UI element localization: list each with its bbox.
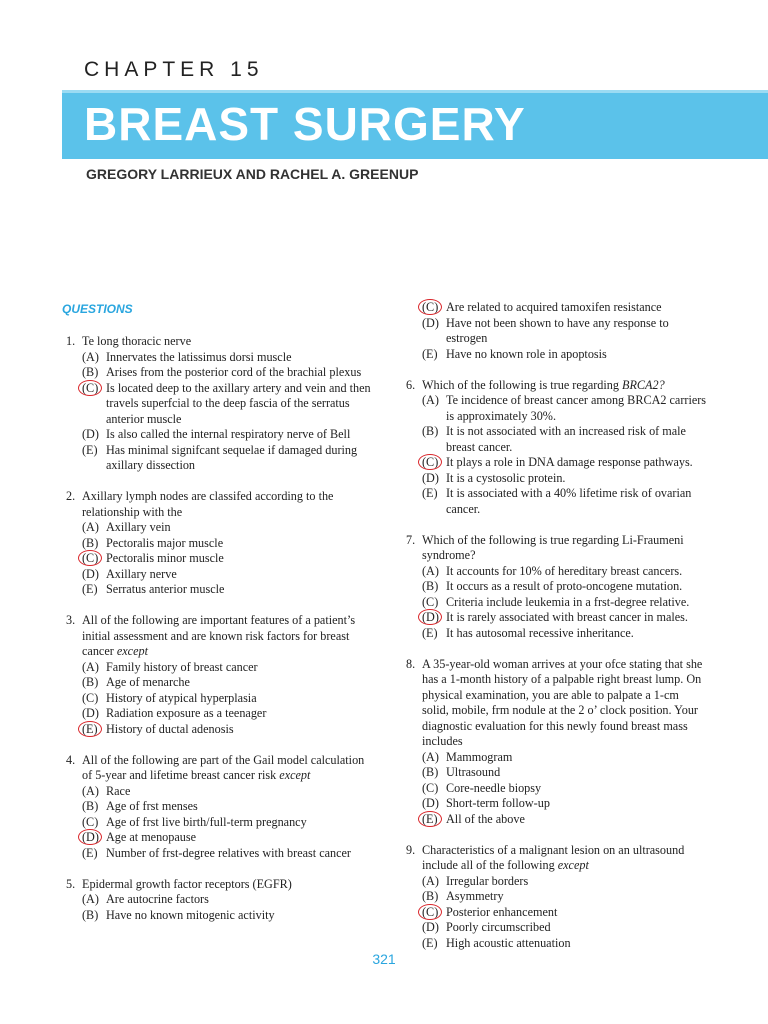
option-letter: (A) xyxy=(422,873,439,888)
option-letter: (E) xyxy=(422,935,438,950)
question-block xyxy=(406,378,708,518)
option-text: Number of frst-degree relatives with breast cancer xyxy=(106,845,351,860)
answer-option xyxy=(406,316,708,347)
option-text: Poorly circumscribed xyxy=(446,920,551,934)
question-stem xyxy=(66,613,376,660)
question-stem xyxy=(406,843,708,874)
question-number: 8. xyxy=(406,656,416,671)
option-letter: (A) xyxy=(82,520,99,534)
answer-option xyxy=(66,691,376,707)
question-block xyxy=(66,877,376,924)
option-text: Race xyxy=(106,783,131,798)
option-text: Have not been shown to have any response to estrogen xyxy=(446,315,669,345)
option-letter: (D) xyxy=(422,796,439,810)
option-letter: (D) xyxy=(422,470,439,485)
option-text: It is associated with a 40% lifetime risk of ovarian cancer. xyxy=(446,486,692,516)
option-letter: (B) xyxy=(82,365,99,379)
answer-circle-mark xyxy=(418,299,442,315)
answer-option xyxy=(406,812,708,828)
option-text: Ultrasound xyxy=(446,765,501,779)
question-text: Characteristics of a malignant lesion on an ultrasound include all of the following xyxy=(422,842,685,872)
option-text: Posterior enhancement xyxy=(446,904,558,919)
question-block xyxy=(66,613,376,737)
option-letter: (B) xyxy=(82,675,99,689)
question-number: 7. xyxy=(406,532,416,547)
option-text: Is also called the internal respiratory nerve of Bell xyxy=(106,427,351,441)
option-letter: (A) xyxy=(422,393,439,407)
question-block xyxy=(66,753,376,862)
question-text: A 35-year-old woman arrives at your ofce stating that she has a 1-month history of a palpable right breast lump. On physical examination, you are able to palpate a 1-cm solid, mobile, frm nodule at the 2 o’ clock position. Your diagnostic evaluation for this newly found breast mass includes xyxy=(422,656,703,748)
answer-option xyxy=(406,455,708,471)
answer-option xyxy=(406,564,708,580)
answer-option xyxy=(406,750,708,766)
option-text: Criteria include leukemia in a frst-degree relative. xyxy=(446,594,690,609)
question-text: All of the following are important features of a patient’s initial assessment and are known risk factors for breast cancer xyxy=(82,613,356,658)
option-text: It accounts for 10% of hereditary breast cancers. xyxy=(446,563,683,578)
option-letter: (D) xyxy=(82,706,99,720)
question-block xyxy=(406,843,708,952)
option-letter: (E) xyxy=(82,845,98,860)
question-number: 3. xyxy=(66,613,76,627)
answer-circle-mark xyxy=(78,550,102,566)
option-text: Axillary vein xyxy=(106,520,171,534)
answer-option xyxy=(406,796,708,812)
question-stem xyxy=(66,489,376,520)
option-letter: (B) xyxy=(82,535,99,550)
option-letter: (E) xyxy=(82,442,98,457)
question-stem xyxy=(406,657,708,750)
question-number: 2. xyxy=(66,489,76,503)
answer-option xyxy=(406,300,708,316)
option-text: All of the above xyxy=(446,811,525,826)
option-text: Family history of breast cancer xyxy=(106,659,258,674)
option-text: It is not associated with an increased risk of male breast cancer. xyxy=(446,424,686,454)
question-text: Epidermal growth factor receptors (EGFR) xyxy=(82,876,292,891)
question-text: Axillary lymph nodes are classifed according to the relationship with the xyxy=(82,489,334,519)
answer-option xyxy=(66,582,376,598)
answer-option xyxy=(406,889,708,905)
option-letter: (A) xyxy=(422,749,439,764)
option-text: Short-term follow-up xyxy=(446,796,550,810)
answer-option xyxy=(406,781,708,797)
answer-option xyxy=(66,722,376,738)
option-text: Are autocrine factors xyxy=(106,892,209,906)
option-letter: (C) xyxy=(82,814,99,829)
option-text: Core-needle biopsy xyxy=(446,780,542,795)
option-letter: (E) xyxy=(422,486,438,500)
option-letter: (D) xyxy=(82,427,99,441)
option-letter: (E) xyxy=(422,811,438,826)
option-text: High acoustic attenuation xyxy=(446,935,571,950)
answer-option xyxy=(406,424,708,455)
question-block xyxy=(66,334,376,474)
option-text: Innervates the latissimus dorsi muscle xyxy=(106,349,292,364)
answer-circle-mark xyxy=(78,721,102,737)
answer-option xyxy=(66,365,376,381)
option-text: Asymmetry xyxy=(446,889,504,903)
option-letter: (D) xyxy=(82,566,99,581)
option-text: Have no known mitogenic activity xyxy=(106,907,275,922)
answer-option xyxy=(66,815,376,831)
option-text: Te incidence of breast cancer among BRCA2 carriers is approximately 30%. xyxy=(446,393,707,423)
option-text: Pectoralis minor muscle xyxy=(106,551,224,565)
answer-option xyxy=(66,427,376,443)
authors: GREGORY LARRIEUX AND RACHEL A. GREENUP xyxy=(86,166,419,182)
answer-option xyxy=(406,486,708,517)
answer-option xyxy=(406,471,708,487)
option-text: Age of frst menses xyxy=(106,799,198,813)
answer-option xyxy=(406,936,708,952)
option-letter: (B) xyxy=(82,799,99,813)
answer-option xyxy=(66,846,376,862)
option-text: Radiation exposure as a teenager xyxy=(106,706,267,720)
option-text: Have no known role in apoptosis xyxy=(446,346,607,361)
option-letter: (D) xyxy=(82,830,99,844)
answer-option xyxy=(66,706,376,722)
answer-option xyxy=(66,551,376,567)
answer-option xyxy=(406,905,708,921)
option-text: It is a cystosolic protein. xyxy=(446,470,566,485)
question-stem xyxy=(66,877,376,893)
option-letter: (A) xyxy=(82,349,99,364)
answer-circle-mark xyxy=(418,811,442,827)
option-text: Age of menarche xyxy=(106,675,190,689)
answer-option xyxy=(406,610,708,626)
option-text: Pectoralis major muscle xyxy=(106,535,224,550)
answer-option xyxy=(66,908,376,924)
option-letter: (B) xyxy=(422,579,439,593)
option-letter: (C) xyxy=(82,551,99,565)
option-letter: (E) xyxy=(82,582,98,596)
option-letter: (A) xyxy=(82,659,99,674)
option-text: Age of frst live birth/full-term pregnancy xyxy=(106,814,307,829)
option-letter: (E) xyxy=(82,721,98,736)
question-stem xyxy=(66,334,376,350)
option-letter: (D) xyxy=(422,315,439,330)
option-letter: (A) xyxy=(82,783,99,798)
answer-option xyxy=(66,520,376,536)
option-letter: (D) xyxy=(422,920,439,934)
option-text: It is rarely associated with breast cancer in males. xyxy=(446,610,688,624)
answer-option xyxy=(66,381,376,428)
option-text: Axillary nerve xyxy=(106,566,177,581)
chapter-label: CHAPTER 15 xyxy=(84,58,264,81)
answer-option xyxy=(406,393,708,424)
answer-option xyxy=(66,660,376,676)
question-block xyxy=(406,657,708,828)
option-letter: (A) xyxy=(422,563,439,578)
question-text: Te long thoracic nerve xyxy=(82,334,192,348)
option-letter: (C) xyxy=(422,300,439,314)
answer-option xyxy=(66,567,376,583)
answer-option xyxy=(66,536,376,552)
option-letter: (C) xyxy=(82,380,99,395)
option-text: Age at menopause xyxy=(106,830,197,844)
answer-option xyxy=(406,595,708,611)
answer-option xyxy=(66,675,376,691)
question-number: 5. xyxy=(66,876,76,891)
question-stem xyxy=(66,753,376,784)
question-block xyxy=(66,489,376,598)
question-emphasis: BRCA2? xyxy=(622,377,665,392)
question-emphasis: except xyxy=(557,858,589,872)
title-accent-line xyxy=(62,90,768,93)
answer-option xyxy=(66,799,376,815)
answer-circle-mark xyxy=(418,904,442,920)
option-text: Are related to acquired tamoxifen resistance xyxy=(446,300,662,314)
answer-option xyxy=(406,626,708,642)
question-block xyxy=(406,300,708,362)
answer-option xyxy=(406,920,708,936)
option-letter: (B) xyxy=(422,424,439,438)
option-text: History of ductal adenosis xyxy=(106,721,234,736)
option-text: Serratus anterior muscle xyxy=(106,582,225,596)
option-text: Irregular borders xyxy=(446,873,529,888)
option-text: Mammogram xyxy=(446,749,513,764)
answer-option xyxy=(406,765,708,781)
question-emphasis: except xyxy=(116,644,148,658)
right-question-column xyxy=(406,300,708,967)
option-text: It has autosomal recessive inheritance. xyxy=(446,625,634,640)
option-letter: (C) xyxy=(422,904,439,919)
option-letter: (E) xyxy=(422,346,438,361)
option-letter: (B) xyxy=(422,765,439,779)
option-letter: (B) xyxy=(82,907,99,922)
page-number: 321 xyxy=(372,951,396,967)
option-letter: (E) xyxy=(422,625,438,640)
question-text: All of the following are part of the Gail model calculation of 5-year and lifetime breast cancer risk xyxy=(82,752,365,782)
answer-option xyxy=(406,347,708,363)
chapter-title: BREAST SURGERY xyxy=(84,98,526,150)
option-text: It occurs as a result of proto-oncogene mutation. xyxy=(446,579,683,593)
left-question-column xyxy=(66,334,376,939)
option-letter: (A) xyxy=(82,892,99,906)
option-letter: (C) xyxy=(82,690,99,705)
question-text: Which of the following is true regarding Li-Fraumeni syndrome? xyxy=(422,532,684,562)
answer-option xyxy=(66,784,376,800)
option-text: Arises from the posterior cord of the brachial plexus xyxy=(106,365,362,379)
answer-option xyxy=(66,830,376,846)
question-text: Which of the following is true regarding xyxy=(422,377,619,392)
option-text: Has minimal signifcant sequelae if damaged during axillary dissection xyxy=(106,442,358,472)
answer-option xyxy=(66,892,376,908)
answer-option xyxy=(66,443,376,474)
answer-option xyxy=(66,350,376,366)
question-emphasis: except xyxy=(279,768,311,782)
option-text: History of atypical hyperplasia xyxy=(106,690,257,705)
answer-option xyxy=(406,579,708,595)
option-text: Is located deep to the axillary artery and vein and then travels superfcial to the deep fascia of the serratus anterior muscle xyxy=(106,380,371,426)
section-heading: QUESTIONS xyxy=(62,302,133,316)
question-stem xyxy=(406,378,708,394)
option-letter: (C) xyxy=(422,594,439,609)
answer-circle-mark xyxy=(78,380,102,396)
option-letter: (C) xyxy=(422,455,439,469)
question-number: 4. xyxy=(66,752,76,767)
question-number: 9. xyxy=(406,842,416,857)
answer-circle-mark xyxy=(78,829,102,845)
answer-circle-mark xyxy=(418,454,442,470)
option-letter: (B) xyxy=(422,889,439,903)
question-stem xyxy=(406,533,708,564)
question-block xyxy=(406,533,708,642)
question-number: 1. xyxy=(66,334,76,348)
option-text: It plays a role in DNA damage response pathways. xyxy=(446,455,693,469)
answer-option xyxy=(406,874,708,890)
question-number: 6. xyxy=(406,377,416,392)
option-letter: (D) xyxy=(422,610,439,624)
answer-circle-mark xyxy=(418,609,442,625)
option-letter: (C) xyxy=(422,780,439,795)
